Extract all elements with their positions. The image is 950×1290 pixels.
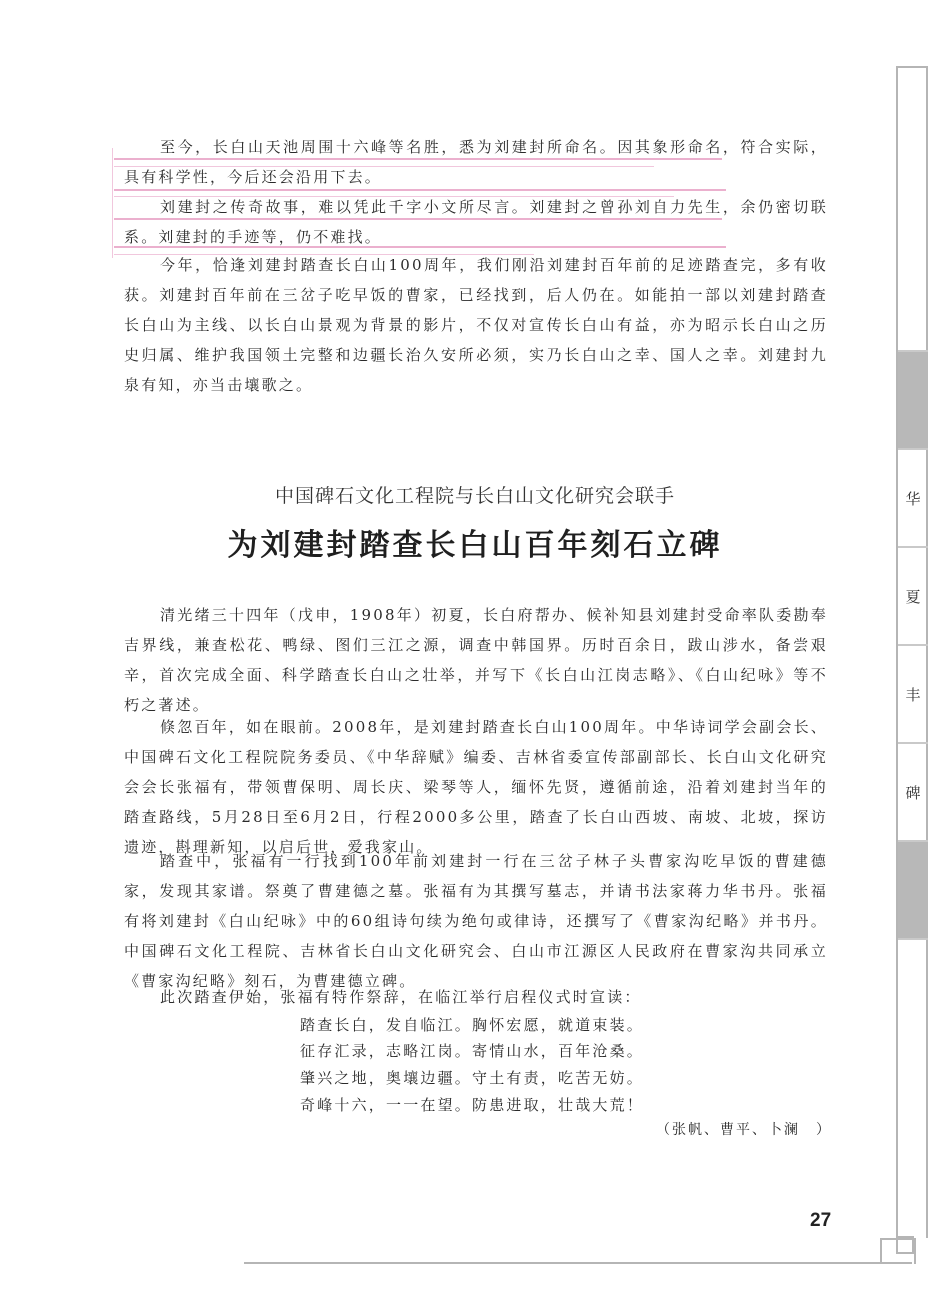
article-paragraph: 清光绪三十四年（戊申，1908年）初夏，长白府帮办、候补知县刘建封受命率队委勘奉吉界线，兼查松花、鸭绿、图们三江之源，调查中韩国界。历时百余日，跋山涉水，备尝艰辛，首次完成全面、科学踏查长白山之壮举，并写下《长白山江岗志略》、《白山纪咏》等不朽之著述。 [124,606,828,714]
side-tab-blank [898,350,928,448]
side-tab-feng: 丰 [898,644,928,742]
article-paragraph: 踏查中，张福有一行找到100年前刘建封一行在三岔子林子头曹家沟吃早饭的曹建德家，发现其家谱。祭奠了曹建德之墓。张福有为其撰写墓志，并请书法家蒋力华书丹。张福有将刘建封《白山纪咏》中的60组诗句续为绝句或律诗，还撰写了《曹家沟纪略》并书丹。中国碑石文化工程院、吉林省长白山文化研究会、白山市江源区人民政府在曹家沟共同承立《曹家沟纪略》刻石，为曹建德立碑。 [124,852,828,990]
article-paragraph: 倏忽百年，如在眼前。2008年，是刘建封踏查长白山100周年。中华诗词学会副会长、中国碑石文化工程院院务委员、《中华辞赋》编委、吉林省委宣传部副部长、长白山文化研究会会长张福有，带领曹保明、周长庆、梁琴等人，缅怀先贤，遵循前途，沿着刘建封当年的踏查路线，5月28日至6月2日，行程2000多公里，踏查了长白山西坡、南坡、北坡，探访遗迹，斟理新知，以启后世，爱我家山。 [124,718,828,856]
poem-line: 奇峰十六，一一在望。防患进取，壮哉大荒！ [300,1096,645,1114]
page-number: 27 [810,1210,832,1231]
highlight-mark [112,148,113,258]
tab-strip-top [896,66,928,68]
poem-line: 征存汇录，志略江岗。寄情山水，百年沧桑。 [300,1042,645,1060]
article-paragraph: 此次踏查伊始，张福有特作祭辞，在临江举行启程仪式时宣读： [160,988,642,1006]
intro-paragraph: 今年，恰逢刘建封踏查长白山100周年，我们刚沿刘建封百年前的足迹踏查完，多有收获。刘建封百年前在三岔子吃早饭的曹家，已经找到，后人仍在。如能拍一部以刘建封踏查长白山为主线、以长白山景观为背景的影片，不仅对宣传长白山有益，亦为昭示长白山之历史归属、维护我国领土完整和边疆长治久安所必须，实乃长白山之幸、国人之幸。刘建封九泉有知，亦当击壤歌之。 [124,256,828,394]
poem-line: 踏查长白，发自临江。胸怀宏愿，就道束装。 [300,1016,645,1034]
page-corner-frame [244,1262,912,1264]
side-tab-bei: 碑 [898,742,928,840]
article-subtitle: 中国碑石文化工程院与长白山文化研究会联手 [274,485,675,507]
intro-paragraph: 刘建封之传奇故事，难以凭此千字小文所尽言。刘建封之曾孙刘自力先生，余仍密切联系。刘建封的手迹等，仍不难找。 [124,198,828,246]
intro-paragraph: 至今，长白山天池周围十六峰等名胜，悉为刘建封所命名。因其象形命名，符合实际，具有科学性，今后还会沿用下去。 [124,138,828,186]
side-tab-xia: 夏 [898,546,928,644]
page-corner-square [896,1236,914,1254]
side-tab-blank [898,840,928,940]
author-credit: （张帆、曹平、卜澜 ） [656,1122,832,1138]
side-tab-hua: 华 [898,448,928,546]
poem-line: 肇兴之地，奥壤边疆。守土有责，吃苦无妨。 [300,1069,645,1087]
article-title: 为刘建封踏查长白山百年刻石立碑 [227,528,723,563]
